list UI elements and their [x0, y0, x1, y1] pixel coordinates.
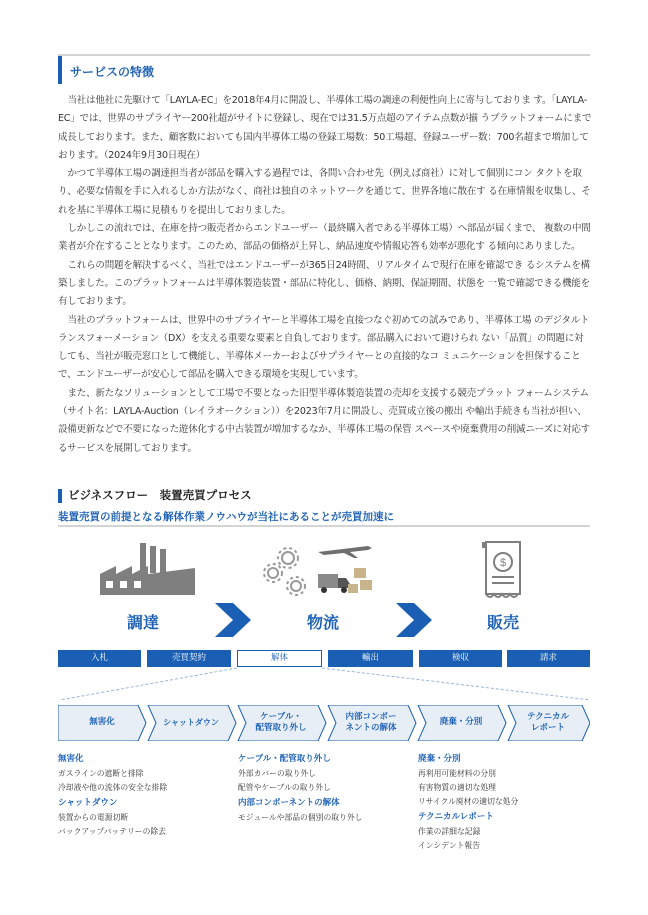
detail-item: 冷却液や他の流体の安全な排除	[58, 783, 168, 792]
stage-logistics: 物流	[307, 613, 340, 632]
detail-item: インシデント報告	[418, 841, 481, 850]
paragraph: 当社のプラットフォームは、世界中のサプライヤーと半導体工場を直接つなぐ初めての試みであり、半導体工場 のデジタルトランスフォーメーション（DX）を支える重要な要素と自負しております。部品購入において避けられ ない「品質」の問題に対しても、当社が販売窓口として機能し、半導体メーカーおよびサプライヤーとの直接的なコ ミュニケーションを担保することで、エンドユーザーが安心して部品を購入できる環境を実現しています。	[58, 314, 590, 381]
process-cable-removal: ケーブル・ 配管取り外し	[255, 712, 307, 733]
process-tech-report: テクニカル レポート	[527, 712, 569, 733]
detail-item: バックアップバッテリーの除去	[58, 827, 166, 836]
detail-shutdown	[58, 796, 166, 839]
paragraph: また、新たなソリューションとして工場で不要となった旧型半導体製造装置の売却を支援する競売プラット フォームシステム（サイト名：LAYLA-Auction（レイラオークション））を2023年7月に開設し、売買成立後の搬出 や輸出手続きも当社が担い、設備更新などで不要になった遊休化する中古装置が増加するなか、半導体工場の保管 スペースや廃棄費用の削減ニーズに対応するサービスを展開しております。	[58, 387, 590, 454]
detail-title: シャットダウン	[58, 798, 118, 808]
process-disposal: 廃棄・分別	[439, 717, 483, 727]
detail-title: ケーブル・配管取り外し	[238, 754, 331, 764]
detail-title: 廃棄・分別	[418, 754, 461, 764]
detail-item: 外部カバーの取り外し	[238, 769, 316, 778]
detail-disposal	[418, 752, 518, 809]
detail-item: モジュールや部品の個別の取り外し	[238, 813, 363, 822]
step-bidding: 入札	[58, 650, 141, 667]
detail-internal-disassembly	[238, 796, 362, 825]
stage-procurement: 調達	[127, 613, 160, 632]
detail-title: 内部コンポーネントの解体	[238, 798, 340, 808]
process-shutdown: シャットダウン	[163, 718, 219, 727]
paragraph: 当社は他社に先駆けて「LAYLA-EC」を2018年4月に開設し、半導体工場の調達の利便性向上に寄与しておりま す。「LAYLA-EC」では、世界のサプライヤー200社超がサイトに登録し、現在では31.5万点超のアイテム点数が揃 うプラットフォームにまで成長しております。また、顧客数においても国内半導体工場の登録工場数：50工場超、登録ユーザー数：700名超まで増加しております。（2024年9月30日現在）	[58, 95, 592, 161]
paragraph: これらの問題を解決するべく、当社ではエンドユーザーが365日24時間、リアルタイムで現行在庫を確認でき るシステムを構築しました。このプラットフォームは半導体製造装置・部品に特化し、価格、納期、保証期間、状態を 一覧で確認できる機能を有しております。	[58, 259, 590, 308]
detail-item: 配管やケーブルの取り外し	[238, 783, 331, 792]
detail-item: 有害物質の適切な処理	[418, 783, 496, 792]
paragraph: しかしこの流れでは、在庫を持つ販売者からエンドユーザー（最終購入者である半導体工場）へ部品が届くまで、 複数の中間業者が介在することとなります。このため、部品の価格が上昇し、納品速度や情報応答も効率が悪化す る傾向にありました。	[58, 223, 591, 253]
detail-item: 作業の詳細な記録	[418, 827, 481, 836]
flow-subtitle: 装置売買の前提となる解体作業ノウハウが当社にあることが売買加速に	[58, 511, 394, 523]
step-dismantling: 解体	[237, 650, 322, 667]
detail-item: 再利用可能材料の分別	[418, 769, 496, 778]
paragraph: かつて半導体工場の調達担当者が部品を購入する過程では、各問い合わせ先（例えば商社）に対して個別にコン タクトを取り、必要な情報を手に入れるしか方法がなく、商社は独自のネットワークを通じて、世界各地に散在す る在庫情報を収集し、それを基に半導体工場に見積もりを提出しておりました。	[58, 168, 591, 216]
section-title: サービスの特徴	[70, 65, 155, 79]
detail-detox	[58, 752, 167, 795]
step-contract: 売買契約	[147, 650, 231, 667]
detail-item: ガスラインの遮断と排除	[58, 769, 144, 778]
svg-text:$: $	[499, 557, 507, 569]
flow-title: ビジネスフロー 装置売買プロセス	[68, 488, 252, 502]
detail-item: 装置からの電源切断	[58, 813, 129, 822]
step-billing: 請求	[507, 650, 590, 667]
detail-item: リサイクル廃材の適切な処分	[418, 797, 519, 806]
process-internal-disassembly: 内部コンポー ネントの解体	[345, 712, 397, 733]
detail-title: テクニカルレポート	[418, 812, 494, 822]
detail-cable-removal	[238, 752, 331, 795]
detail-tech-report	[418, 810, 494, 853]
detail-title: 無害化	[58, 754, 84, 764]
step-export: 輸出	[328, 650, 413, 667]
stage-sales: 販売	[487, 613, 520, 632]
process-detox: 無害化	[89, 717, 115, 727]
step-inspection: 検収	[419, 650, 502, 667]
